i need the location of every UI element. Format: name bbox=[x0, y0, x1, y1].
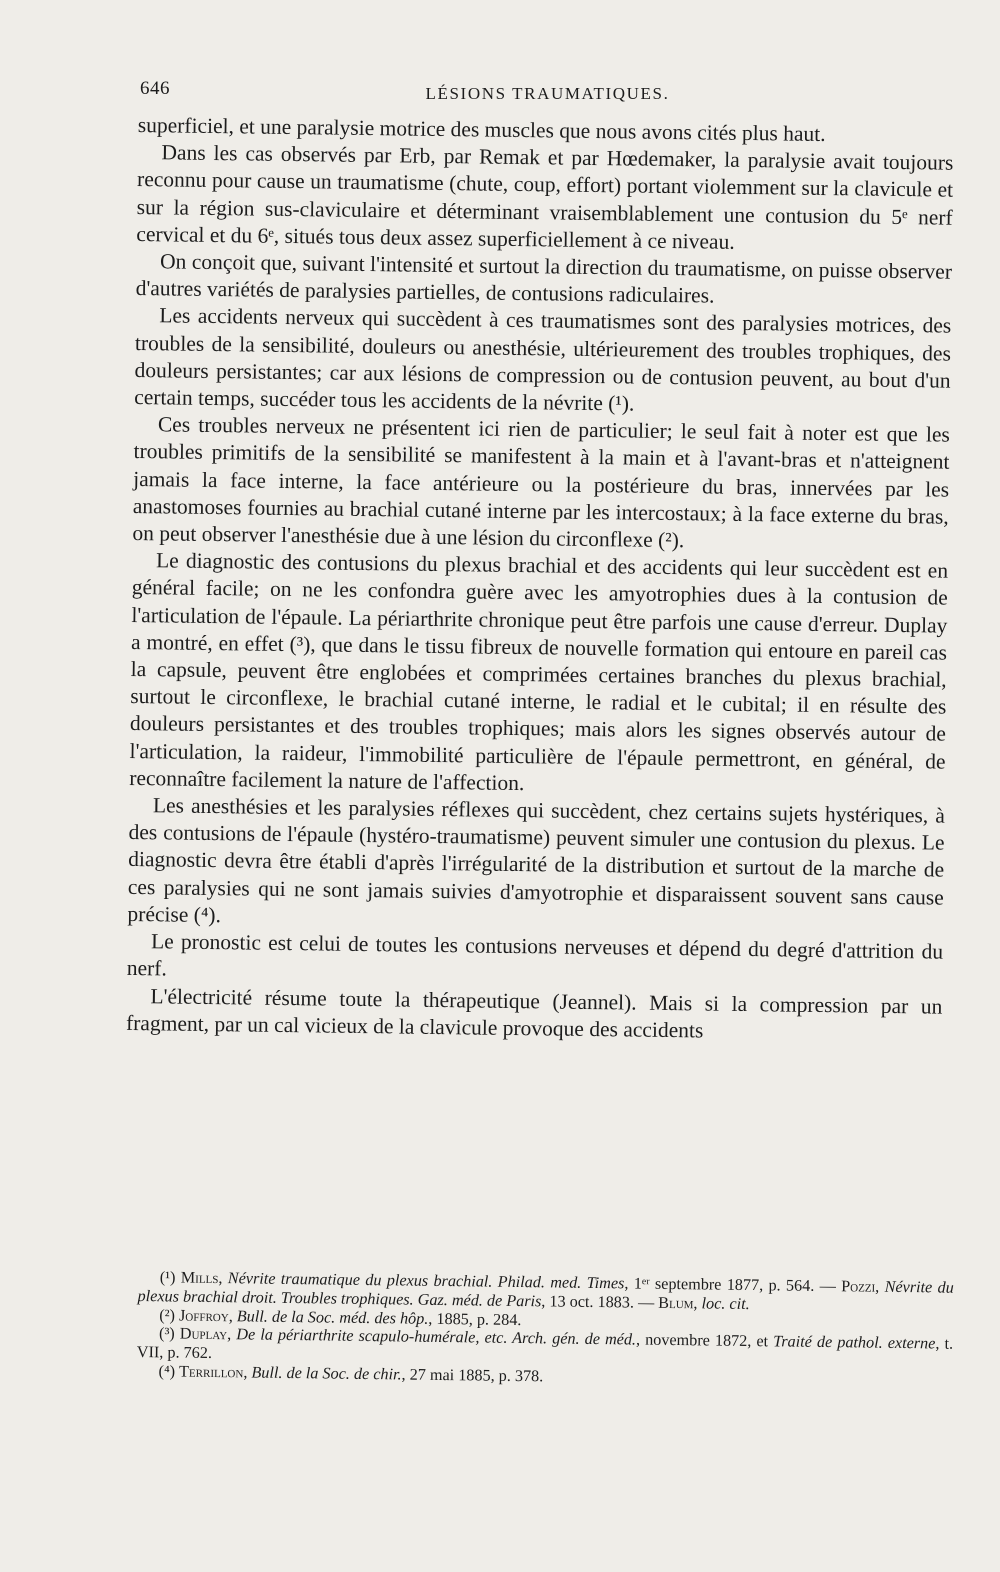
footnote-title: Bull. de la Soc. de chir. bbox=[251, 1363, 402, 1384]
footnote-text: , 27 mai 1885, p. 378. bbox=[401, 1365, 544, 1386]
footnote-title: De la périarthrite scapulo-humérale, etc. Arch. gén. de méd. bbox=[236, 1325, 637, 1349]
page-header bbox=[140, 78, 955, 108]
footnote-text: , 13 oct. 1883. — bbox=[541, 1292, 659, 1312]
footnote-author: Mills bbox=[180, 1268, 219, 1288]
footnote-marker: (²) bbox=[159, 1305, 176, 1325]
footnote-text: , bbox=[243, 1363, 252, 1382]
footnote-title: Bull. de la Soc. méd. des hôp. bbox=[236, 1306, 429, 1328]
footnote-marker: (¹) bbox=[159, 1268, 176, 1287]
paragraph: L'électricité résume toute la thérapeutique (Jeannel). Mais si la compression par un fragment, par un cal vicieux de la clavicule provoque des accidents bbox=[125, 983, 943, 1043]
footnote-author: Terrillon bbox=[178, 1362, 244, 1382]
footnote-text: , t. VII, p. 762. bbox=[136, 1334, 954, 1363]
footnote-text: , 1885, p. 284. bbox=[428, 1309, 522, 1329]
footnote-marker: (⁴) bbox=[158, 1362, 176, 1381]
footnote-text: , bbox=[228, 1306, 237, 1325]
footnote-text: , novembre 1872, et bbox=[635, 1330, 774, 1351]
footnote-text: , bbox=[227, 1325, 237, 1344]
footnote-title: Traité de pathol. externe bbox=[773, 1332, 936, 1353]
footnote-title: Névrite du plexus brachial droit. Troubles trophiques. Gaz. méd. de Paris bbox=[137, 1277, 954, 1311]
paragraph: Les accidents nerveux qui succèdent à ces traumatismes sont des paralysies motrices, des troubles de la sensibilité, douleurs ou anesthésie, ultérieurement des troubles trophiques, des douleurs persistantes; car aux lésions de compression ou de contusion peuvent, au bout d'un certain temps, succéder tous les accidents de la névrite (¹). bbox=[134, 303, 952, 416]
paragraph: Le pronostic est celui de toutes les contusions nerveuses et dépend du degré d'attrition du nerf. bbox=[126, 929, 944, 981]
footnote-author: Duplay bbox=[179, 1324, 228, 1344]
footnotes bbox=[136, 1266, 953, 1391]
body-text bbox=[126, 112, 954, 1048]
paragraph: Les anesthésies et les paralysies réflexes qui succèdent, chez certains sujets hystériques, à des contusions de l'épaule (hystéro-traumatisme) peuvent simuler une contusion du plexus. Le diagnostic devra être établi d'après l'irrégularité de la distribution et surtout de la marche de ces paralysies qui ne sont jamais suivies d'amyotrophie et disparaissent souvent sans cause précise (⁴). bbox=[127, 793, 946, 928]
footnote-text: , bbox=[218, 1269, 228, 1288]
footnote-text: , 1ᵉʳ septembre 1877, p. 564. — bbox=[624, 1274, 842, 1296]
running-title: LÉSIONS TRAUMATIQUES. bbox=[425, 84, 670, 103]
paragraph: On conçoit que, suivant l'intensité et surtout la direction du traumatisme, on puisse observer d'autres variétés de paralysies partielles, de contusions radiculaires. bbox=[135, 249, 953, 308]
footnote-author: Joffroy bbox=[178, 1306, 229, 1325]
paragraph: Dans les cas observés par Erb, par Remak et par Hœdemaker, la paralysie avait toujours reconnu pour cause un traumatisme (chute, coup, effort) portant violemment sur la clavicule et sur la région sus-claviculaire et déterminant vraisemblablement une contusion du 5ᵉ nerf cervical et du 6ᵉ, situés tous deux assez superficiellement à ce niveau. bbox=[136, 140, 954, 254]
footnote-author: Blum bbox=[658, 1293, 694, 1313]
footnote-marker: (³) bbox=[158, 1324, 175, 1343]
paragraph-continuation: superficiel, et une paralysie motrice des muscles que nous avons cités plus haut. bbox=[137, 112, 826, 147]
paragraph: Ces troubles nerveux ne présentent ici rien de particulier; le seul fait à noter est que les troubles primitifs de la sensibilité se manifestent à la main et à l'avant-bras et n'atteignent jamais la face interne, la face antérieure ou la postérieure du bras, innervées par les anastomoses fournies au brachial cutané interne par les intercostaux; à la face externe du bras, on peut observer l'anesthésie due à une lésion du circonflexe (²). bbox=[132, 412, 951, 553]
page-number: 646 bbox=[140, 78, 170, 99]
footnote-text: , bbox=[693, 1294, 702, 1313]
paragraph: Le diagnostic des contusions du plexus brachial et des accidents qui leur succèdent est en général facile; on ne les confondra guère avec les amyotrophies dues à la contusion de l'articulation de l'épaule. La périarthrite chronique peut être parfois une cause d'erreur. Duplay a montré, en effet (³), que dans le tissu fibreux de nouvelle formation qui entoure en pareil cas la capsule, peuvent être englobées et comprimées certaines branches du plexus brachial, surtout le circonflexe, le brachial cutané interne, le radial et le cubital; il en résulte des douleurs persistantes et des troubles trophiques; mais alors les signes observés autour de l'articulation, la raideur, l'immobilité particulière de l'épaule permettront, en général, de reconnaître facilement la nature de l'affection. bbox=[129, 548, 949, 795]
footnote-author: Pozzi bbox=[841, 1277, 876, 1296]
footnote-title: Névrite traumatique du plexus brachial. Philad. med. Times bbox=[227, 1269, 625, 1293]
footnote-title: loc. cit. bbox=[701, 1294, 750, 1313]
footnote-text: , bbox=[875, 1277, 885, 1296]
